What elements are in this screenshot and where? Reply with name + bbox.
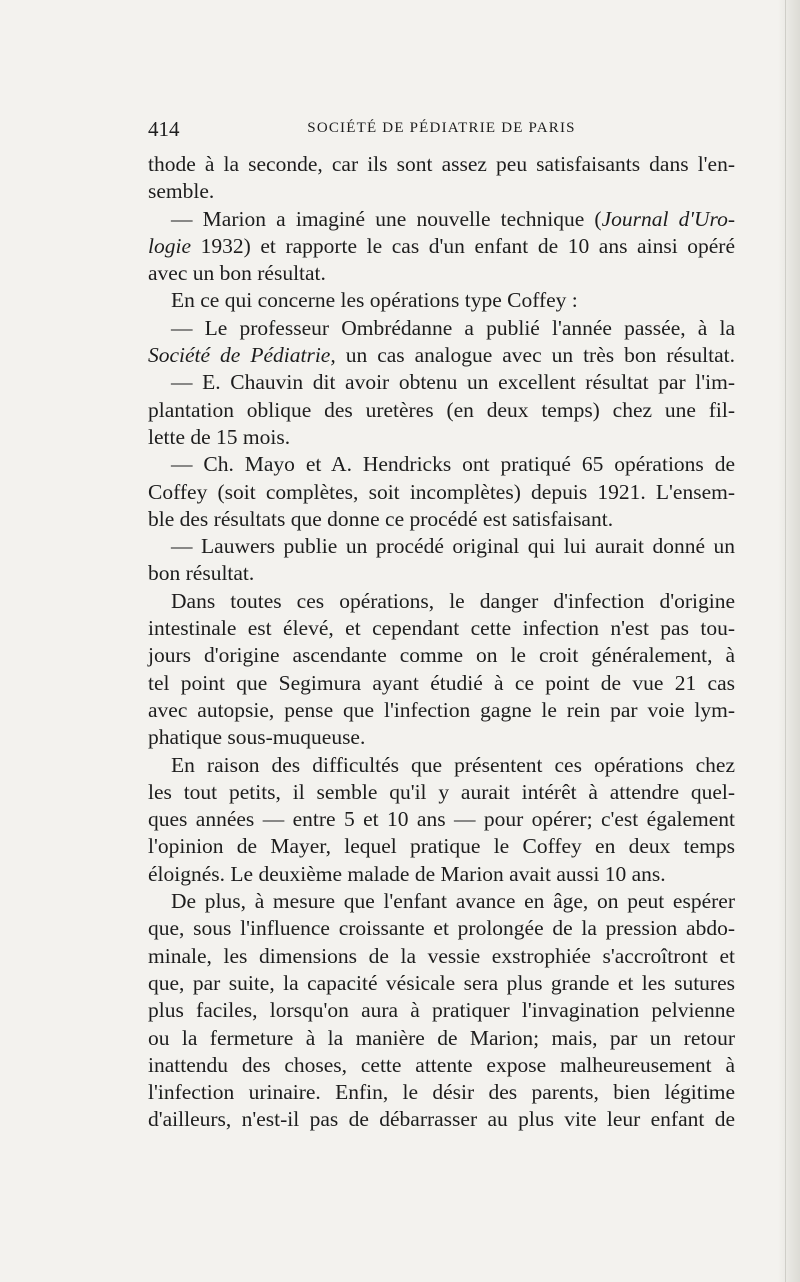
text-line: Coffey (soit complètes, soit incomplètes) depuis 1921. L'ensem- — [148, 479, 735, 504]
text-line: ble des résultats que donne ce procédé est satisfaisant. — [148, 506, 614, 531]
text-line: En ce qui concerne les opérations type Coffey : — [171, 288, 578, 313]
body-text — [148, 151, 735, 1134]
line-text: 1932) et rapporte le cas d'un enfant de 10 ans ainsi opéré — [191, 233, 735, 258]
text-line: — Ch. Mayo et A. Hendricks ont pratiqué 65 opérations de — [171, 452, 735, 477]
text-line: tel point que Segimura ayant étudié à ce point de vue 21 cas — [148, 670, 735, 695]
page-header — [148, 117, 735, 147]
text-line: En raison des difficultés que présentent ces opérations chez — [171, 752, 735, 777]
line-italic: Société de Pédiatrie, — [148, 343, 336, 368]
text-line: jours d'origine ascendante comme on le croit généralement, à — [148, 643, 735, 668]
running-head: SOCIÉTÉ DE PÉDIATRIE DE PARIS — [307, 120, 576, 136]
text-line: Dans toutes ces opérations, le danger d'infection d'origine — [171, 588, 735, 613]
text-line — [148, 233, 735, 260]
text-line: que, par suite, la capacité vésicale sera plus grande et les sutures — [148, 970, 735, 995]
text-line: phatique sous-muqueuse. — [148, 725, 366, 750]
page-edge-shadow — [778, 0, 800, 1282]
text-line: éloignés. Le deuxième malade de Marion avait aussi 10 ans. — [148, 861, 666, 886]
text-line: intestinale est élevé, et cependant cette infection n'est pas tou- — [148, 616, 735, 641]
line-text: un cas analogue avec un très bon résultat. — [335, 343, 736, 368]
text-line: — Le professeur Ombrédanne a publié l'année passée, à la — [171, 315, 735, 340]
text-line: les tout petits, il semble qu'il y aurait intérêt à attendre quel- — [148, 779, 735, 804]
text-line — [148, 342, 735, 369]
text-line: ou la fermeture à la manière de Marion; mais, par un retour — [148, 1025, 735, 1050]
page-edge-line — [785, 0, 786, 1282]
text-line: inattendu des choses, cette attente expose malheureusement à — [148, 1052, 735, 1077]
text-line — [148, 206, 735, 233]
text-line: plus faciles, lorsqu'on aura à pratiquer l'invagination pelvienne — [148, 998, 735, 1023]
text-line: lette de 15 mois. — [148, 424, 291, 449]
text-line: plantation oblique des uretères (en deux temps) chez une fil- — [148, 397, 735, 422]
text-line: avec un bon résultat. — [148, 261, 326, 286]
text-line: De plus, à mesure que l'enfant avance en âge, on peut espérer — [171, 889, 735, 914]
text-line: ques années — entre 5 et 10 ans — pour opérer; c'est également — [148, 807, 735, 832]
text-line: thode à la seconde, car ils sont assez peu satisfaisants dans l'en- — [148, 152, 735, 176]
text-line: l'infection urinaire. Enfin, le désir des parents, bien légitime — [148, 1080, 735, 1105]
line-italic: logie — [148, 233, 191, 258]
text-line: minale, les dimensions de la vessie exstrophiée s'accroîtront et — [148, 943, 735, 968]
text-line: bon résultat. — [148, 561, 255, 586]
text-line: avec autopsie, pense que l'infection gagne le rein par voie lym- — [148, 697, 735, 722]
line-text: — Marion a imaginé une nouvelle technique ( — [171, 206, 602, 231]
page-number: 414 — [148, 117, 180, 141]
text-line: — Lauwers publie un procédé original qui lui aurait donné un — [171, 534, 735, 559]
text-line: d'ailleurs, n'est-il pas de débarrasser au plus vite leur enfant de — [148, 1107, 735, 1132]
line-italic: Journal d'Uro- — [601, 206, 735, 231]
text-line: l'opinion de Mayer, lequel pratique le Coffey en deux temps — [148, 834, 735, 859]
text-line: semble. — [148, 179, 215, 204]
text-line: — E. Chauvin dit avoir obtenu un excellent résultat par l'im- — [171, 370, 735, 395]
text-line: que, sous l'influence croissante et prolongée de la pression abdo- — [148, 916, 735, 941]
